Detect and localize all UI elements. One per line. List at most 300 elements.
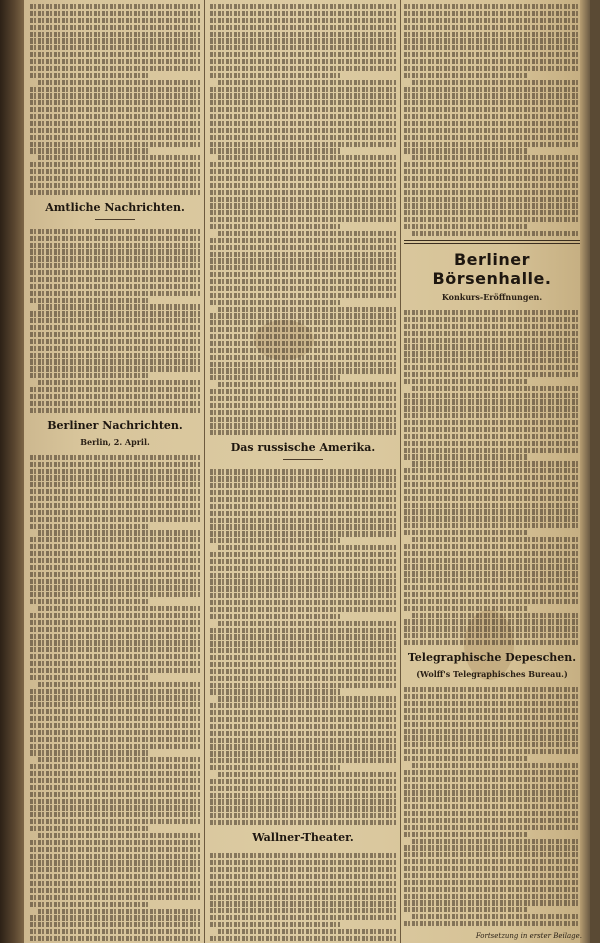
text-line xyxy=(404,169,580,174)
text-line xyxy=(30,148,149,153)
text-line xyxy=(404,845,580,850)
text-line xyxy=(30,661,200,666)
divider xyxy=(283,459,323,460)
text-line xyxy=(404,344,580,349)
text-line xyxy=(30,640,200,645)
text-line xyxy=(210,936,396,941)
text-line xyxy=(210,4,396,9)
text-line xyxy=(30,236,200,241)
page-edge xyxy=(580,0,590,943)
text-line xyxy=(404,715,580,720)
text-line xyxy=(210,423,396,428)
article-text xyxy=(404,306,580,645)
subheading-wolff-bureau: (Wolff's Telegraphisches Bureau.) xyxy=(416,669,568,680)
text-line xyxy=(210,417,396,422)
text-line xyxy=(404,516,580,521)
text-line xyxy=(218,80,396,85)
article-text xyxy=(30,451,200,941)
text-line xyxy=(30,524,149,529)
text-line xyxy=(404,523,580,528)
text-line xyxy=(210,607,396,612)
text-line xyxy=(404,873,580,878)
text-line xyxy=(404,148,527,153)
text-line xyxy=(30,387,200,392)
text-line xyxy=(30,73,149,78)
text-line xyxy=(210,93,396,98)
text-line xyxy=(210,18,396,23)
text-line xyxy=(218,621,396,626)
heading-telegraph: Telegraphische Depeschen. xyxy=(407,651,577,665)
text-line xyxy=(210,348,396,353)
text-line xyxy=(30,25,200,30)
text-line xyxy=(30,716,200,721)
text-line xyxy=(210,258,396,263)
text-line xyxy=(30,263,200,268)
text-line xyxy=(404,756,527,761)
text-line xyxy=(30,482,200,487)
text-line xyxy=(30,93,200,98)
text-line xyxy=(210,169,396,174)
text-line xyxy=(210,703,396,708)
text-line xyxy=(30,18,200,23)
text-line xyxy=(210,641,396,646)
text-line xyxy=(30,455,200,460)
text-line xyxy=(30,4,200,9)
text-line xyxy=(30,373,149,378)
text-line xyxy=(210,403,396,408)
text-line xyxy=(210,148,340,153)
text-line xyxy=(218,545,396,550)
text-line xyxy=(404,324,580,329)
text-line xyxy=(30,819,200,824)
text-line xyxy=(30,881,200,886)
text-line xyxy=(210,66,396,71)
text-line xyxy=(210,162,396,167)
text-line xyxy=(412,914,580,919)
text-line xyxy=(30,503,200,508)
text-line xyxy=(412,763,580,768)
text-line xyxy=(30,162,200,167)
column-rule xyxy=(204,0,205,943)
text-line xyxy=(210,490,396,495)
text-line xyxy=(412,231,580,236)
text-line xyxy=(30,462,200,467)
text-line xyxy=(30,771,200,776)
text-line xyxy=(404,585,580,590)
text-line xyxy=(210,901,396,906)
text-line xyxy=(30,723,200,728)
text-line xyxy=(404,907,527,912)
text-line xyxy=(404,475,580,480)
text-line xyxy=(404,52,580,57)
text-line xyxy=(210,38,396,43)
text-line xyxy=(30,52,200,57)
text-line xyxy=(30,778,200,783)
text-line xyxy=(404,558,580,563)
text-line xyxy=(210,786,396,791)
text-line xyxy=(404,509,580,514)
text-line xyxy=(210,107,396,112)
text-line xyxy=(30,620,200,625)
text-line xyxy=(210,860,396,865)
text-line xyxy=(404,420,580,425)
text-line xyxy=(210,183,396,188)
text-line xyxy=(404,406,580,411)
text-line xyxy=(404,859,580,864)
text-line xyxy=(404,73,527,78)
text-line xyxy=(30,256,200,261)
text-line xyxy=(404,578,580,583)
text-line xyxy=(210,717,396,722)
text-line xyxy=(404,564,580,569)
text-line xyxy=(30,128,200,133)
text-line xyxy=(210,469,396,474)
text-line xyxy=(404,900,580,905)
text-line xyxy=(30,929,200,934)
text-line xyxy=(404,777,580,782)
text-line xyxy=(404,804,580,809)
text-line xyxy=(30,599,149,604)
text-line xyxy=(210,511,396,516)
text-line xyxy=(210,648,396,653)
text-line xyxy=(404,183,580,188)
text-line xyxy=(404,468,580,473)
text-line xyxy=(210,362,396,367)
text-line xyxy=(404,832,527,837)
text-line xyxy=(210,710,396,715)
text-line xyxy=(404,135,580,140)
text-line xyxy=(210,908,396,913)
text-line xyxy=(404,592,580,597)
text-line xyxy=(210,504,396,509)
text-line xyxy=(38,682,200,687)
text-line xyxy=(30,229,200,234)
text-line xyxy=(404,770,580,775)
text-line xyxy=(404,372,580,377)
heading-stock-exchange: Berliner Börsenhalle. xyxy=(432,250,552,289)
text-line xyxy=(30,537,200,542)
column-rule xyxy=(400,0,401,943)
text-line xyxy=(30,915,200,920)
text-line xyxy=(404,32,580,37)
article-text xyxy=(30,225,200,413)
text-line xyxy=(412,461,580,466)
text-line xyxy=(210,410,396,415)
text-line xyxy=(210,135,396,140)
text-line xyxy=(30,565,200,570)
text-line xyxy=(210,32,396,37)
text-line xyxy=(210,396,396,401)
text-line xyxy=(210,203,396,208)
text-line xyxy=(30,647,200,652)
text-line xyxy=(210,531,396,536)
text-line xyxy=(210,327,396,332)
text-line xyxy=(412,839,580,844)
text-line xyxy=(210,867,396,872)
text-line xyxy=(30,353,200,358)
text-line xyxy=(38,757,200,762)
text-line xyxy=(30,284,200,289)
text-line xyxy=(404,551,580,556)
text-line xyxy=(210,224,340,229)
text-line xyxy=(404,93,580,98)
text-line xyxy=(404,128,580,133)
text-line xyxy=(30,366,200,371)
divider xyxy=(95,219,135,220)
text-line xyxy=(210,765,340,770)
text-line xyxy=(30,87,200,92)
text-line xyxy=(218,231,396,236)
text-line xyxy=(210,25,396,30)
text-line xyxy=(404,38,580,43)
text-line xyxy=(210,524,396,529)
text-line xyxy=(210,334,396,339)
text-line xyxy=(404,482,580,487)
text-line xyxy=(404,722,580,727)
text-line xyxy=(210,915,396,920)
text-line xyxy=(30,107,200,112)
text-line xyxy=(404,434,580,439)
text-line xyxy=(30,66,200,71)
text-line xyxy=(210,724,396,729)
text-line xyxy=(210,881,396,886)
text-line xyxy=(30,709,200,714)
heading-wallner-theater: Wallner-Theater. xyxy=(252,831,354,845)
text-line xyxy=(210,662,396,667)
text-line xyxy=(38,530,200,535)
text-line xyxy=(218,382,396,387)
text-line xyxy=(210,614,340,619)
text-line xyxy=(210,87,396,92)
text-line xyxy=(404,708,580,713)
text-line xyxy=(30,183,200,188)
text-line xyxy=(412,386,580,391)
text-line xyxy=(404,107,580,112)
text-line xyxy=(30,702,200,707)
text-line xyxy=(210,313,396,318)
text-line xyxy=(210,669,396,674)
text-line xyxy=(210,368,396,373)
text-line xyxy=(210,245,396,250)
section-rule xyxy=(404,240,580,244)
text-line xyxy=(30,346,200,351)
article-text xyxy=(210,849,396,941)
text-line xyxy=(30,592,200,597)
text-line xyxy=(30,325,200,330)
text-line xyxy=(38,380,200,385)
text-line xyxy=(30,243,200,248)
text-line xyxy=(210,217,396,222)
text-line xyxy=(412,155,580,160)
text-line xyxy=(210,176,396,181)
text-line xyxy=(404,790,580,795)
text-line xyxy=(404,694,580,699)
text-line xyxy=(30,902,149,907)
text-line xyxy=(210,265,396,270)
book-binding xyxy=(0,0,24,943)
text-line xyxy=(30,135,200,140)
text-line xyxy=(404,365,580,370)
text-line xyxy=(404,530,527,535)
text-line xyxy=(30,551,200,556)
text-line xyxy=(404,818,580,823)
text-line xyxy=(210,579,396,584)
text-line xyxy=(404,880,580,885)
text-line xyxy=(30,469,200,474)
text-line xyxy=(404,742,580,747)
text-line xyxy=(210,190,396,195)
text-line xyxy=(404,358,580,363)
text-line xyxy=(30,585,200,590)
text-line xyxy=(210,538,340,543)
text-line xyxy=(218,307,396,312)
text-line xyxy=(404,162,580,167)
text-line xyxy=(412,537,580,542)
text-line xyxy=(210,142,396,147)
text-line xyxy=(210,341,396,346)
text-line xyxy=(30,169,200,174)
text-line xyxy=(210,45,396,50)
heading-berlin-news: Berliner Nachrichten. xyxy=(47,418,183,432)
text-line xyxy=(404,224,527,229)
text-line xyxy=(30,750,149,755)
text-line xyxy=(30,291,200,296)
text-line xyxy=(30,359,200,364)
text-line xyxy=(404,210,580,215)
text-line xyxy=(210,874,396,879)
text-line xyxy=(38,304,200,309)
text-line xyxy=(404,121,580,126)
text-line xyxy=(210,888,396,893)
text-line xyxy=(30,517,200,522)
text-line xyxy=(210,73,340,78)
text-line xyxy=(38,80,200,85)
text-line xyxy=(404,66,580,71)
text-line xyxy=(404,852,580,857)
text-line xyxy=(210,779,396,784)
text-line xyxy=(30,785,200,790)
text-line xyxy=(30,675,149,680)
text-line xyxy=(30,874,200,879)
text-line xyxy=(210,476,396,481)
text-line xyxy=(404,454,527,459)
text-line xyxy=(404,114,580,119)
text-line xyxy=(38,155,200,160)
text-line xyxy=(210,238,396,243)
text-line xyxy=(210,744,396,749)
dateline: Berlin, 2. April. xyxy=(80,436,150,447)
text-line xyxy=(210,799,396,804)
text-line xyxy=(210,272,396,277)
text-line xyxy=(30,888,200,893)
text-line xyxy=(404,687,580,692)
text-line xyxy=(210,497,396,502)
column-right xyxy=(404,0,580,943)
text-line xyxy=(30,475,200,480)
text-line xyxy=(30,812,200,817)
text-line xyxy=(210,820,396,825)
text-line xyxy=(404,619,580,624)
text-line xyxy=(30,544,200,549)
text-line xyxy=(404,729,580,734)
continuation-note: Fortsetzung in erster Beilage. xyxy=(475,932,582,940)
text-line xyxy=(30,847,200,852)
text-line xyxy=(210,389,396,394)
text-line xyxy=(30,408,200,413)
text-line xyxy=(404,142,580,147)
article-text xyxy=(210,0,396,435)
article-text xyxy=(404,683,580,926)
text-line xyxy=(30,764,200,769)
text-line xyxy=(30,627,200,632)
text-line xyxy=(30,654,200,659)
text-line xyxy=(210,300,340,305)
text-line xyxy=(404,317,580,322)
text-line xyxy=(210,683,396,688)
text-line xyxy=(404,87,580,92)
text-line xyxy=(404,887,580,892)
text-line xyxy=(30,270,200,275)
text-line xyxy=(404,338,580,343)
text-line xyxy=(30,668,200,673)
text-line xyxy=(30,277,200,282)
text-line xyxy=(30,298,149,303)
text-line xyxy=(210,922,340,927)
text-line xyxy=(30,339,200,344)
text-line xyxy=(210,573,396,578)
text-line xyxy=(30,401,200,406)
text-line xyxy=(404,25,580,30)
text-line xyxy=(218,772,396,777)
text-line xyxy=(30,100,200,105)
text-line xyxy=(210,731,396,736)
article-text xyxy=(404,0,580,236)
text-line xyxy=(404,544,580,549)
text-line xyxy=(404,866,580,871)
text-line xyxy=(404,503,580,508)
text-line xyxy=(404,784,580,789)
text-line xyxy=(30,744,200,749)
text-line xyxy=(210,100,396,105)
text-line xyxy=(404,379,527,384)
text-line xyxy=(210,252,396,257)
text-line xyxy=(30,38,200,43)
text-line xyxy=(404,4,580,9)
text-line xyxy=(30,634,200,639)
text-line xyxy=(404,217,580,222)
text-line xyxy=(210,676,396,681)
text-line xyxy=(210,114,396,119)
text-line xyxy=(404,11,580,16)
text-line xyxy=(30,730,200,735)
text-line xyxy=(30,936,200,941)
text-line xyxy=(30,799,200,804)
text-line xyxy=(30,332,200,337)
text-line xyxy=(404,489,580,494)
text-line xyxy=(412,80,580,85)
text-line xyxy=(30,496,200,501)
text-line xyxy=(30,59,200,64)
text-line xyxy=(218,155,396,160)
text-line xyxy=(30,895,200,900)
text-line xyxy=(404,203,580,208)
text-line xyxy=(210,210,396,215)
text-line xyxy=(210,518,396,523)
text-line xyxy=(210,628,396,633)
text-line xyxy=(30,176,200,181)
text-line xyxy=(38,833,200,838)
text-line xyxy=(210,483,396,488)
